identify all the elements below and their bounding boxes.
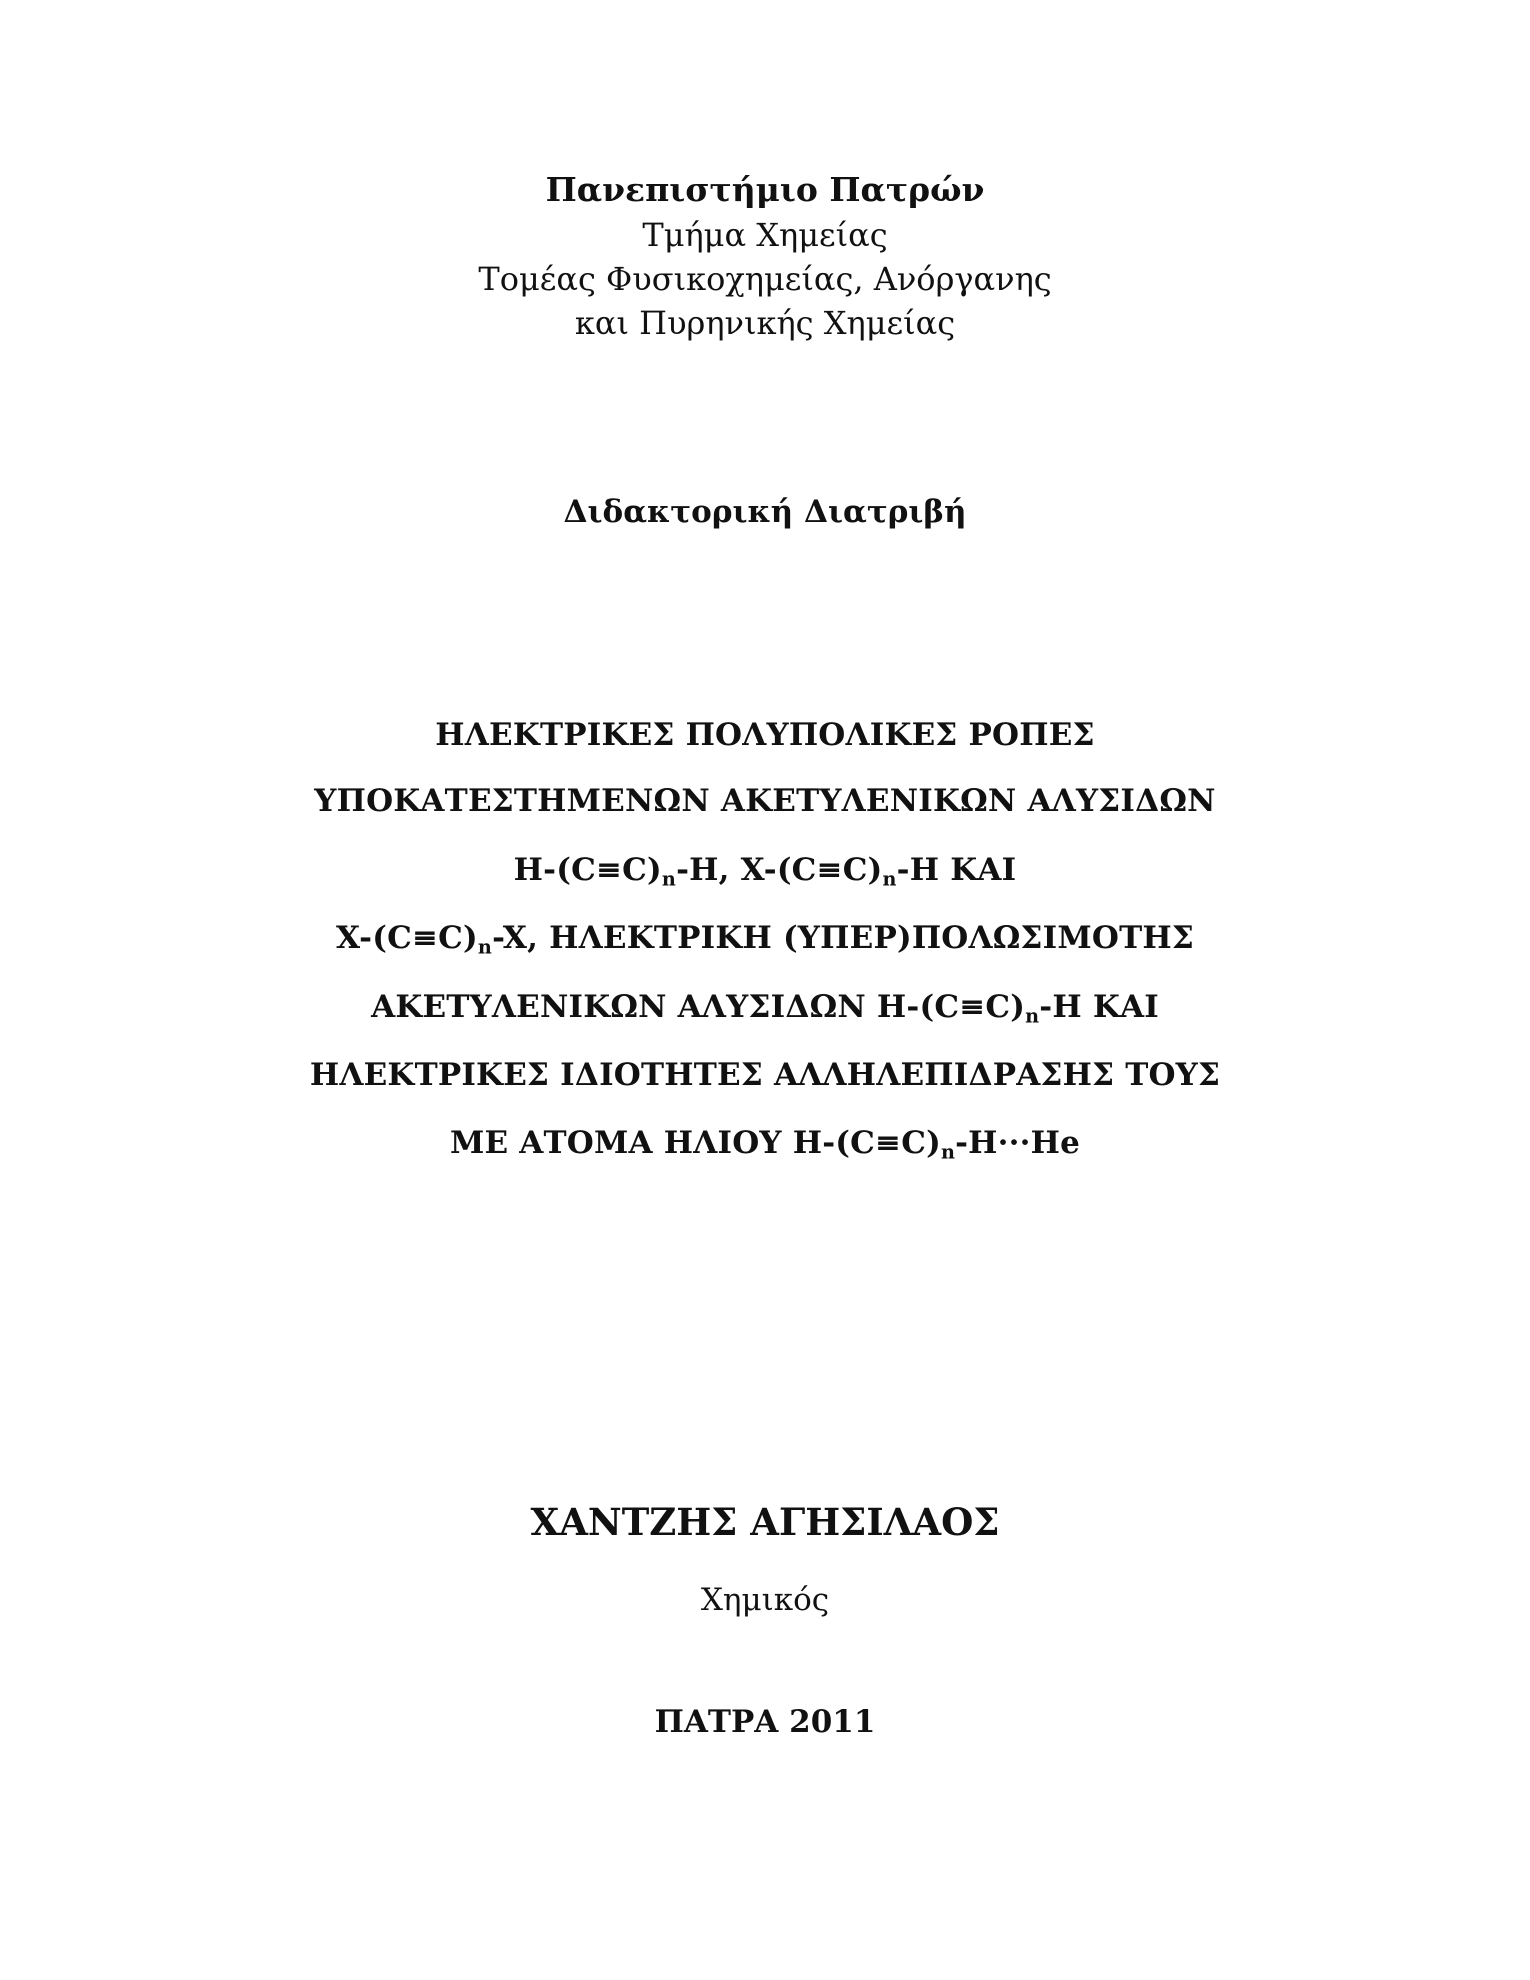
thesis-title-line-5	[0, 985, 1530, 1029]
thesis-title-line-3	[0, 848, 1530, 892]
place-and-year: ΠΑΤΡΑ 2011	[654, 1704, 876, 1740]
section-name-line2: και Πυρηνικής Χημείας	[574, 304, 956, 342]
title-text: ΑΚΕΤΥΛΕΝΙΚΩΝ ΑΛΥΣΙΔΩΝ H-(C≡C)	[371, 989, 1026, 1025]
title-text: -H···He	[955, 1125, 1081, 1161]
author-name: ΧΑΝΤΖΗΣ ΑΓΗΣΙΛΑΟΣ	[530, 1500, 1000, 1544]
title-text: -H, X-(C≡C)	[676, 852, 883, 888]
university-name: Πανεπιστήμιο Πατρών	[545, 170, 985, 209]
subscript-n: n	[661, 867, 677, 891]
title-text: -H ΚΑΙ	[1039, 989, 1159, 1025]
author-profession: Χημικός	[700, 1582, 830, 1618]
title-text: ΜΕ ΑΤΟΜΑ ΗΛΙΟΥ H-(C≡C)	[449, 1125, 941, 1161]
title-text: -H ΚΑΙ	[896, 852, 1017, 888]
title-text: H-(C≡C)	[513, 852, 662, 888]
subscript-n: n	[477, 935, 493, 959]
thesis-title-line-2: ΥΠΟΚΑΤΕΣΤΗΜΕΝΩΝ ΑΚΕΤΥΛΕΝΙΚΩΝ ΑΛΥΣΙΔΩΝ	[314, 783, 1216, 819]
department-name: Τμήμα Χημείας	[642, 216, 888, 254]
thesis-title-line-4	[0, 916, 1530, 960]
thesis-type: Διδακτορική Διατριβή	[563, 494, 967, 530]
thesis-title-line-6: ΗΛΕΚΤΡΙΚΕΣ ΙΔΙΟΤΗΤΕΣ ΑΛΛΗΛΕΠΙΔΡΑΣΗΣ ΤΟΥΣ	[309, 1057, 1221, 1093]
subscript-n: n	[882, 867, 897, 891]
subscript-n: n	[1025, 1004, 1040, 1028]
title-text: X-(C≡C)	[336, 920, 478, 956]
title-text: -X, ΗΛΕΚΤΡΙΚΗ (ΥΠΕΡ)ΠΟΛΩΣΙΜΟΤΗΣ	[492, 920, 1194, 956]
subscript-n: n	[940, 1140, 956, 1164]
thesis-title-line-1: ΗΛΕΚΤΡΙΚΕΣ ΠΟΛΥΠΟΛΙΚΕΣ ΡΟΠΕΣ	[435, 717, 1095, 753]
thesis-title-line-7	[0, 1121, 1530, 1165]
section-name-line1: Τομέας Φυσικοχημείας, Ανόργανης	[478, 260, 1052, 298]
